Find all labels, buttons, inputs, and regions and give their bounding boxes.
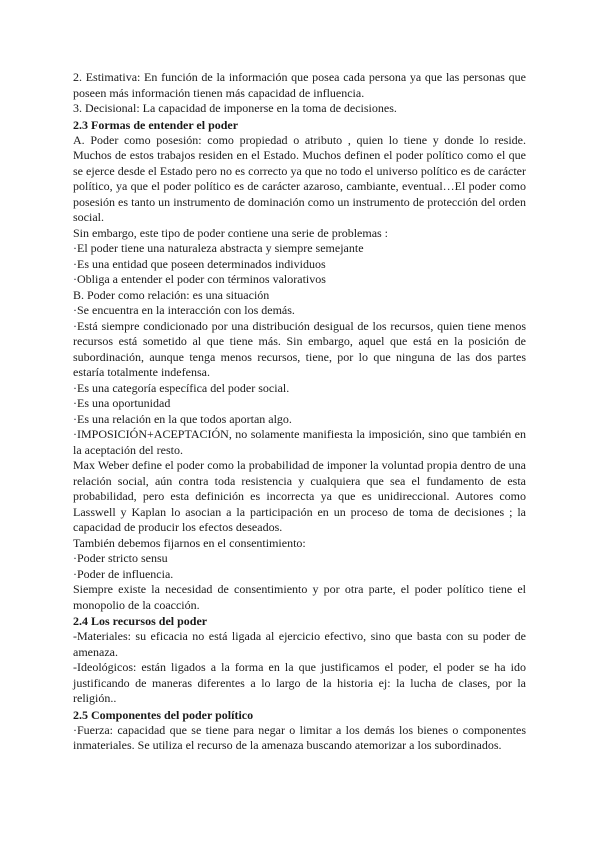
paragraph-problemas-intro: Sin embargo, este tipo de poder contiene una serie de problemas : [73,225,389,240]
list-item: ·IMPOSICIÓN+ACEPTACIÓN, no solamente manifiesta la imposición, sino que también en la aceptación del resto. [73,427,526,457]
paragraph-max-weber: Max Weber define el poder como la probabilidad de imponer la voluntad propia dentro de una relación social, aún contra toda resistencia y cualquiera que sea el fundamento de esta probabilidad, pero esta definición es incorrecta ya que es unidireccional. Autores como Lasswell y Kaplan lo asocian a la participación en un proceso de toma de decisiones ; la capacidad de producir los efectos deseados. [73,458,526,534]
list-item: ·Es una oportunidad [73,396,171,410]
paragraph-consentimiento: También debemos fijarnos en el consentimiento: [73,535,306,550]
paragraph-fuerza: ·Fuerza: capacidad que se tiene para negar o limitar a los demás los bienes o componentes inmateriales. Se utiliza el recurso de la amenaza buscando atemorizar a los subordinados. [73,722,526,752]
list-item: ·Es una entidad que poseen determinados individuos [73,256,326,271]
list-item: ·Está siempre condicionado por una distribución desigual de los recursos, quien tiene menos recursos está sometido al que tiene más. Sin embargo, aquel que está en la posición de subordinación, aunque tenga menos recursos, tiene, por lo que ninguna de las dos partes estaría totalmente indefensa. [73,318,526,379]
list-item: ·Es una categoría específica del poder social. [73,380,290,395]
paragraph-coaccion: Siempre existe la necesidad de consentimiento y por otra parte, el poder político tiene el monopolio de la coacción. [73,582,526,612]
paragraph-poder-posesion: A. Poder como posesión: como propiedad o atributo , quien lo tiene y donde lo reside. Muchos de estos trabajos residen en el Estado. Muchos definen el poder político como el que se ejerce desde el Estado pero no es correcto ya que no todo el universo político es de carácter político, ya que el poder político es de carácter azaroso, cambiante, eventual…El poder como posesión es tanto un instrumento de dominación como un instrumento de protección del orden social. [73,132,526,224]
list-item: ·El poder tiene una naturaleza abstracta y siempre semejante [73,241,364,255]
list-item: ·Poder stricto sensu [73,551,168,565]
paragraph-ideologicos: -Ideológicos: están ligados a la forma en la que justificamos el poder, el poder se ha ido justificando de maneras diferentes a lo largo de la historia ej: la lucha de clases, por la religión.. [73,660,526,705]
section-heading-componentes: 2.5 Componentes del poder político [73,707,254,722]
paragraph-materiales: -Materiales: su eficacia no está ligada al ejercicio efectivo, sino que basta con su poder de amenaza. [73,629,526,659]
document-page [73,70,526,754]
section-heading-recursos-poder: 2.4 Los recursos del poder [73,614,208,628]
list-item: ·Se encuentra en la interacción con los demás. [73,303,295,317]
paragraph-poder-relacion: B. Poder como relación: es una situación [73,287,270,302]
list-item: ·Poder de influencia. [73,566,174,581]
list-item: ·Obliga a entender el poder con términos valorativos [73,272,326,286]
paragraph-decisional: 3. Decisional: La capacidad de imponerse en la toma de decisiones. [73,101,397,115]
section-heading-formas-poder: 2.3 Formas de entender el poder [73,117,239,132]
paragraph-estimativa: 2. Estimativa: En función de la información que posea cada persona ya que las personas que poseen más información tienen más capacidad de influencia. [73,70,526,100]
list-item: ·Es una relación en la que todos aportan algo. [73,411,292,426]
